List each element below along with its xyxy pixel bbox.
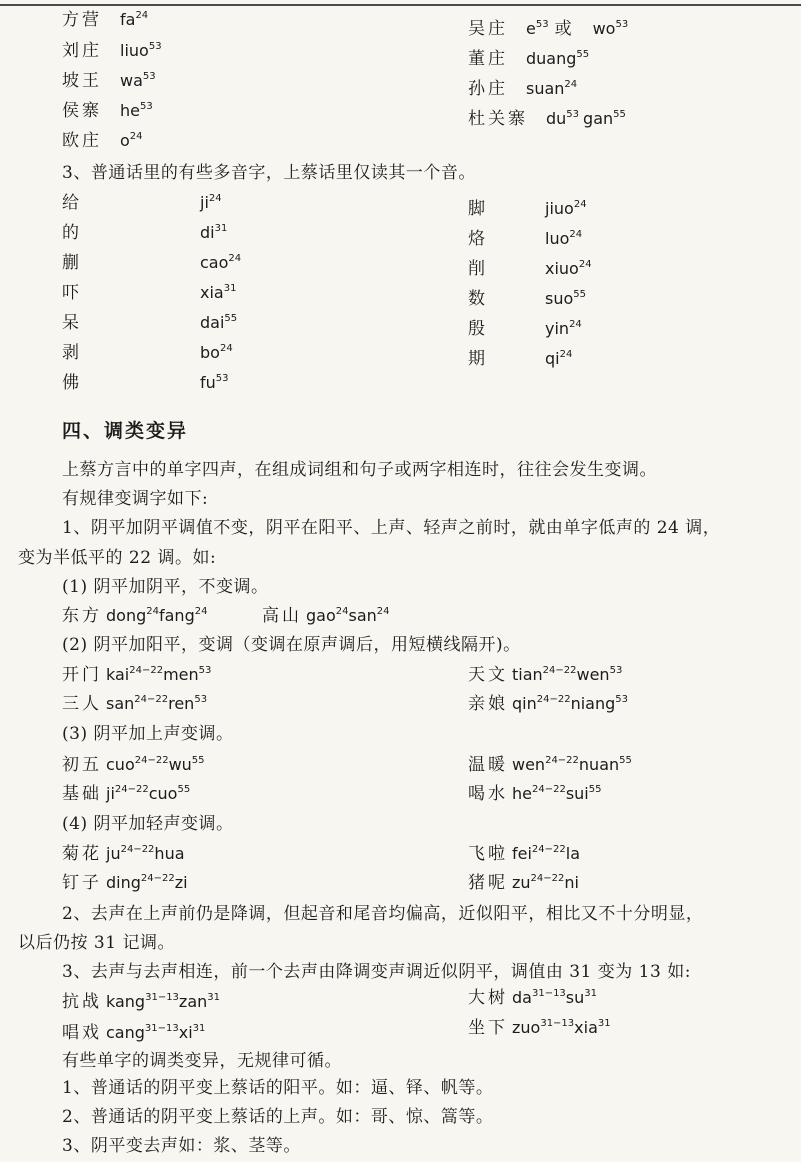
example: 抗战 kang$^{31-13}$zan$^{31}$ — [62, 992, 220, 1012]
paragraph: 2、普通话的阴平变上蔡话的上声。如：哥、惊、篙等。 — [62, 1107, 494, 1127]
list-item: 方营 $fa^{24}$ — [62, 10, 149, 30]
list-item: 侯寨 $he^{53}$ — [62, 101, 153, 121]
paragraph: 上蔡方言中的单字四声，在组成词组和句子或两字相连时，往往会发生变调。 — [62, 460, 657, 480]
example: 东方 dong$^{24}$fang$^{24}$ — [62, 606, 208, 626]
paragraph: 2、去声在上声前仍是降调，但起音和尾音均偏高，近似阳平，相比又不十分明显， — [62, 904, 704, 924]
list-item: 刘庄 liuo$^{53}$ — [62, 41, 162, 61]
example: 高山 gao$^{24}$san$^{24}$ — [262, 606, 390, 626]
paragraph: 1、普通话的阴平变上蔡话的阳平。如：逼、铎、帆等。 — [62, 1078, 494, 1098]
paragraph: 有规律变调字如下: — [62, 489, 209, 509]
list-item: 呆 dai$^{55}$ — [62, 313, 238, 333]
example: 大树 $da^{31-13}su^{31}$ — [468, 988, 598, 1008]
example: 基础 $ji^{24-22}cuo^{55}$ — [62, 784, 191, 804]
sub-heading: (3) 阴平加上声变调。 — [62, 724, 234, 744]
list-item: 欧庄 $o^{24}$ — [62, 131, 143, 151]
list-item: 剥 $bo^{24}$ — [62, 343, 233, 363]
list-item: 吴庄 $e^{53}$ 或 $wo^{53}$ — [468, 19, 629, 39]
list-item: 的 $di^{31}$ — [62, 223, 228, 243]
paragraph: 有些单字的调类变异，无规律可循。 — [62, 1051, 342, 1071]
example: 三人 san$^{24-22}$ren$^{53}$ — [62, 694, 208, 714]
example: 亲娘 qin$^{24-22}$niang$^{53}$ — [468, 694, 628, 714]
paragraph: 以后仍按 31 记调。 — [18, 933, 175, 953]
list-item: 杜关寨 $du^{53}$ gan$^{55}$ — [468, 109, 626, 129]
example: 天文 tian$^{24-22}$wen$^{53}$ — [468, 665, 623, 685]
example: 菊花 $ju^{24-22}hua$ — [62, 844, 185, 864]
example: 猪呢 $zu^{24-22}ni$ — [468, 873, 579, 893]
example: 唱戏 $cang^{31-13}xi^{31}$ — [62, 1023, 206, 1043]
list-item: 佛 $fu^{53}$ — [62, 373, 229, 393]
example: 开门 kai$^{24-22}$men$^{53}$ — [62, 665, 212, 685]
example: 钉子 ding$^{24-22}$zi — [62, 873, 188, 893]
sub-heading: (2) 阴平加阳平，变调（变调在原声调后，用短横线隔开)。 — [62, 635, 521, 655]
list-item: 蒯 cao$^{24}$ — [62, 253, 242, 273]
sub-heading: (1) 阴平加阴平，不变调。 — [62, 577, 269, 597]
sub-heading: (4) 阴平加轻声变调。 — [62, 814, 234, 834]
section-title: 3、普通话里的有些多音字，上蔡话里仅读其一个音。 — [62, 163, 476, 183]
example: 初五 $cuo^{24-22}wu^{55}$ — [62, 755, 205, 775]
paragraph: 变为半低平的 22 调。如: — [18, 548, 217, 568]
list-item: 给 $ji^{24}$ — [62, 193, 222, 213]
list-item: 坡王 $wa^{53}$ — [62, 71, 156, 91]
example: 坐下 zuo$^{31-13}$xia$^{31}$ — [468, 1018, 611, 1038]
top-rule — [0, 4, 801, 6]
paragraph: 3、去声与去声相连，前一个去声由降调变声调近似阴平，调值由 31 变为 13 如: — [62, 962, 691, 982]
example: 喝水 $he^{24-22}sui^{55}$ — [468, 784, 602, 804]
example: 温暖 wen$^{24-22}$nuan$^{55}$ — [468, 755, 632, 775]
paragraph: 3、阴平变去声如：浆、茎等。 — [62, 1136, 301, 1156]
example: 飞啦 fei$^{24-22}$la — [468, 844, 580, 864]
paragraph: 1、阴平加阴平调值不变，阴平在阳平、上声、轻声之前时，就由单字低声的 24 调， — [62, 518, 721, 538]
list-item: 吓 xia$^{31}$ — [62, 283, 237, 303]
list-item: 孙庄 suan$^{24}$ — [468, 79, 578, 99]
document-page: 方营 $fa^{24}$ 刘庄 liuo$^{53}$ 坡王 $wa^{53}$ 侯寨 $he^{53}$ 欧庄 $o^{24}$ 吴庄 $e^{53}$ 或 $wo^{53}$ 董庄 duang$^{55}$ 孙庄 suan$^{24}$ 杜关寨 $du^{53}$ gan$^{55}$ 3、普通话里的有些多音字，上蔡话里仅读其一个音。 给 $ji^{24}$ 的 $di^{31}$ 蒯 cao$^{24}$ 吓 xia$^{31}$ 呆 dai$^{55}$ 剥 $bo^{24}$ 佛 $fu^{53}$ 脚 jiuo$^{24}$ 烙 luo$^{24}$ 削 xiuo$^{24}$ 数 suo$^{55}$ 殷 yin$^{24}$ 期 $qi^{24}$ 四、调类变异 上蔡方言中的单字四声，在组成词组和句子或两字相连时，往往会发生变调。 有规律变调字如下: 1、阴平加阴平调值不变，阴平在阳平、上声、轻声之前时，就由单字低声的 24 调， 变为半低平的 22 调。如: (1) 阴平加阴平，不变调。 东方 dong$^{24}$fang$^{24}$ 高山 gao$^{24}$san$^{24}$ (2) 阴平加阳平，变调（变调在原声调后，用短横线隔开)。 开门 kai$^{24-22}$men$^{53}$ 天文 tian$^{24-22}$wen$^{53}$ 三人 san$^{24-22}$ren$^{53}$ 亲娘 qin$^{24-22}$niang$^{53}$ (3) 阴平加上声变调。 初五 $cuo^{24-22}wu^{55}$ 温暖 wen$^{24-22}$nuan$^{55}$ 基础 $ji^{24-22}cuo^{55}$ 喝水 $he^{24-22}sui^{55}$ (4) 阴平加轻声变调。 菊花 $ju^{24-22}hua$ 飞啦 fei$^{24-22}$la 钉子 ding$^{24-22}$zi 猪呢 $zu^{24-22}ni$ 2、去声在上声前仍是降调，但起音和尾音均偏高，近似阳平，相比又不十分明显， 以后仍按 31 记调。 3、去声与去声相连，前一个去声由降调变声调近似阴平，调值由 31 变为 13 如: 抗战 kang$^{31-13}$zan$^{31}$ 大树 $da^{31-13}su^{31}$ 唱戏 $cang^{31-13}xi^{31}$ 坐下 zuo$^{31-13}$xia$^{31}$ 有些单字的调类变异，无规律可循。 1、普通话的阴平变上蔡话的阳平。如：逼、铎、帆等。 2、普通话的阴平变上蔡话的上声。如：哥、惊、篙等。 3、阴平变去声如：浆、茎等。 — [0, 0, 801, 1162]
section-heading: 四、调类变异 — [62, 420, 189, 442]
list-item: 董庄 duang$^{55}$ — [468, 49, 590, 69]
